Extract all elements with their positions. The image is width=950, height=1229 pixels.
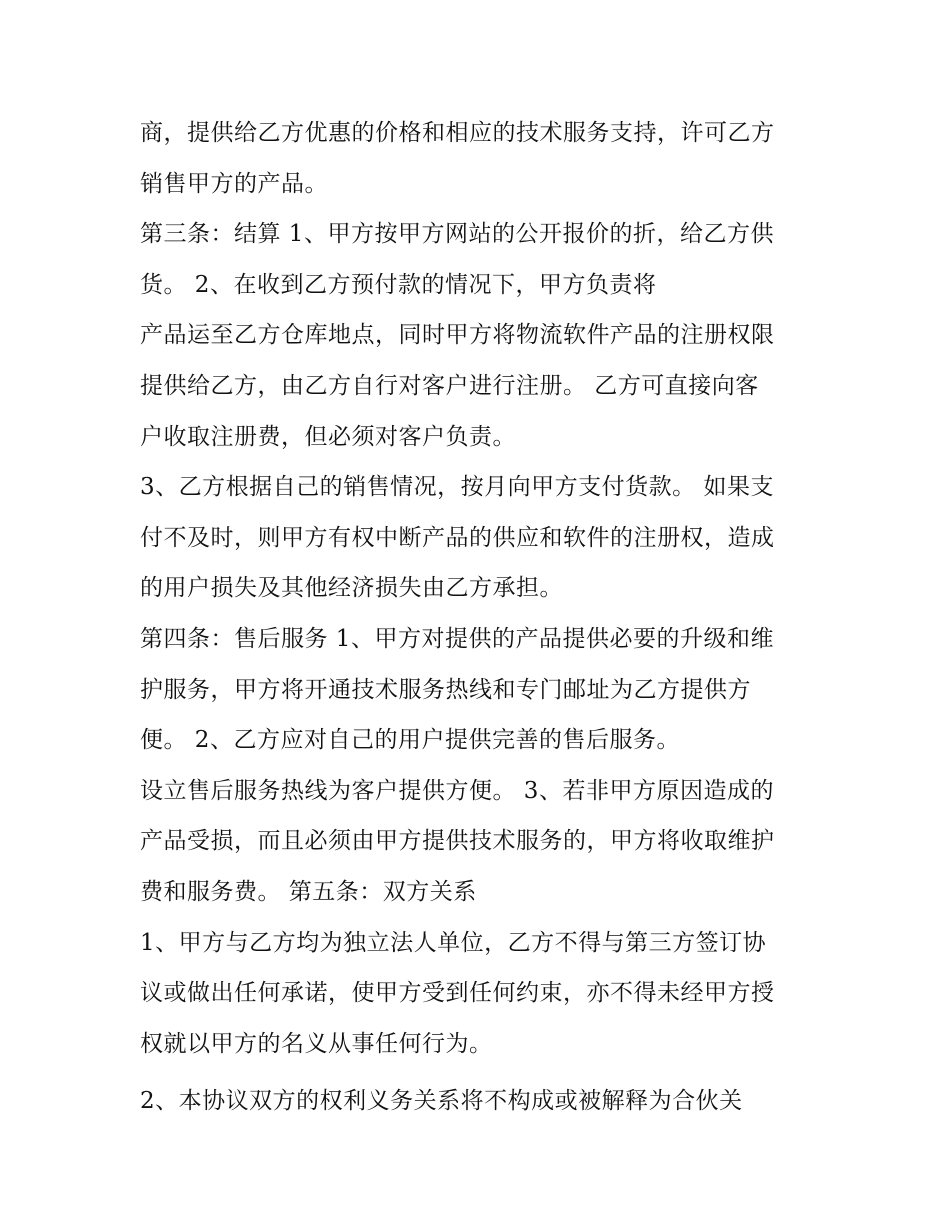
- text-line: 权就以甲方的名义从事任何行为。: [140, 1030, 493, 1057]
- text-line: 提供给乙方，由乙方自行对客户进行注册。 乙方可直接向客: [140, 372, 759, 399]
- text-line: 1、甲方与乙方均为独立法人单位，乙方不得与第三方签订协: [140, 929, 767, 956]
- text-line: 议或做出任何承诺，使甲方受到任何约束，亦不得未经甲方授: [140, 980, 775, 1007]
- text-line: 设立售后服务热线为客户提供方便。 3、若非甲方原因造成的: [140, 777, 774, 804]
- text-line: 产品运至乙方仓库地点，同时甲方将物流软件产品的注册权限: [140, 322, 775, 349]
- text-line: 户收取注册费，但必须对客户负责。: [140, 423, 516, 450]
- text-line: 3、乙方根据自己的销售情况，按月向甲方支付货款。 如果支: [140, 474, 774, 501]
- text-line: 的用户损失及其他经济损失由乙方承担。: [140, 575, 563, 602]
- text-line: 第四条：售后服务 1、甲方对提供的产品提供必要的升级和维: [140, 625, 774, 652]
- text-line: 2、本协议双方的权利义务关系将不构成或被解释为合伙关: [140, 1087, 743, 1114]
- text-line: 费和服务费。 第五条：双方关系: [140, 878, 477, 905]
- text-line: 付不及时，则甲方有权中断产品的供应和软件的注册权，造成: [140, 524, 775, 551]
- text-line: 第三条：结算 1、甲方按甲方网站的公开报价的折，给乙方供: [140, 221, 774, 248]
- text-line: 护服务，甲方将开通技术服务热线和专门邮址为乙方提供方: [140, 676, 751, 703]
- text-line: 销售甲方的产品。: [140, 170, 328, 197]
- text-line: 货。 2、在收到乙方预付款的情况下，甲方负责将: [140, 271, 657, 298]
- text-line: 便。 2、乙方应对自己的用户提供完善的售后服务。: [140, 727, 680, 754]
- text-line: 产品受损，而且必须由甲方提供技术服务的，甲方将收取维护: [140, 828, 775, 855]
- contract-body-text: [140, 108, 840, 1126]
- text-line: 商，提供给乙方优惠的价格和相应的技术服务支持，许可乙方: [140, 120, 775, 146]
